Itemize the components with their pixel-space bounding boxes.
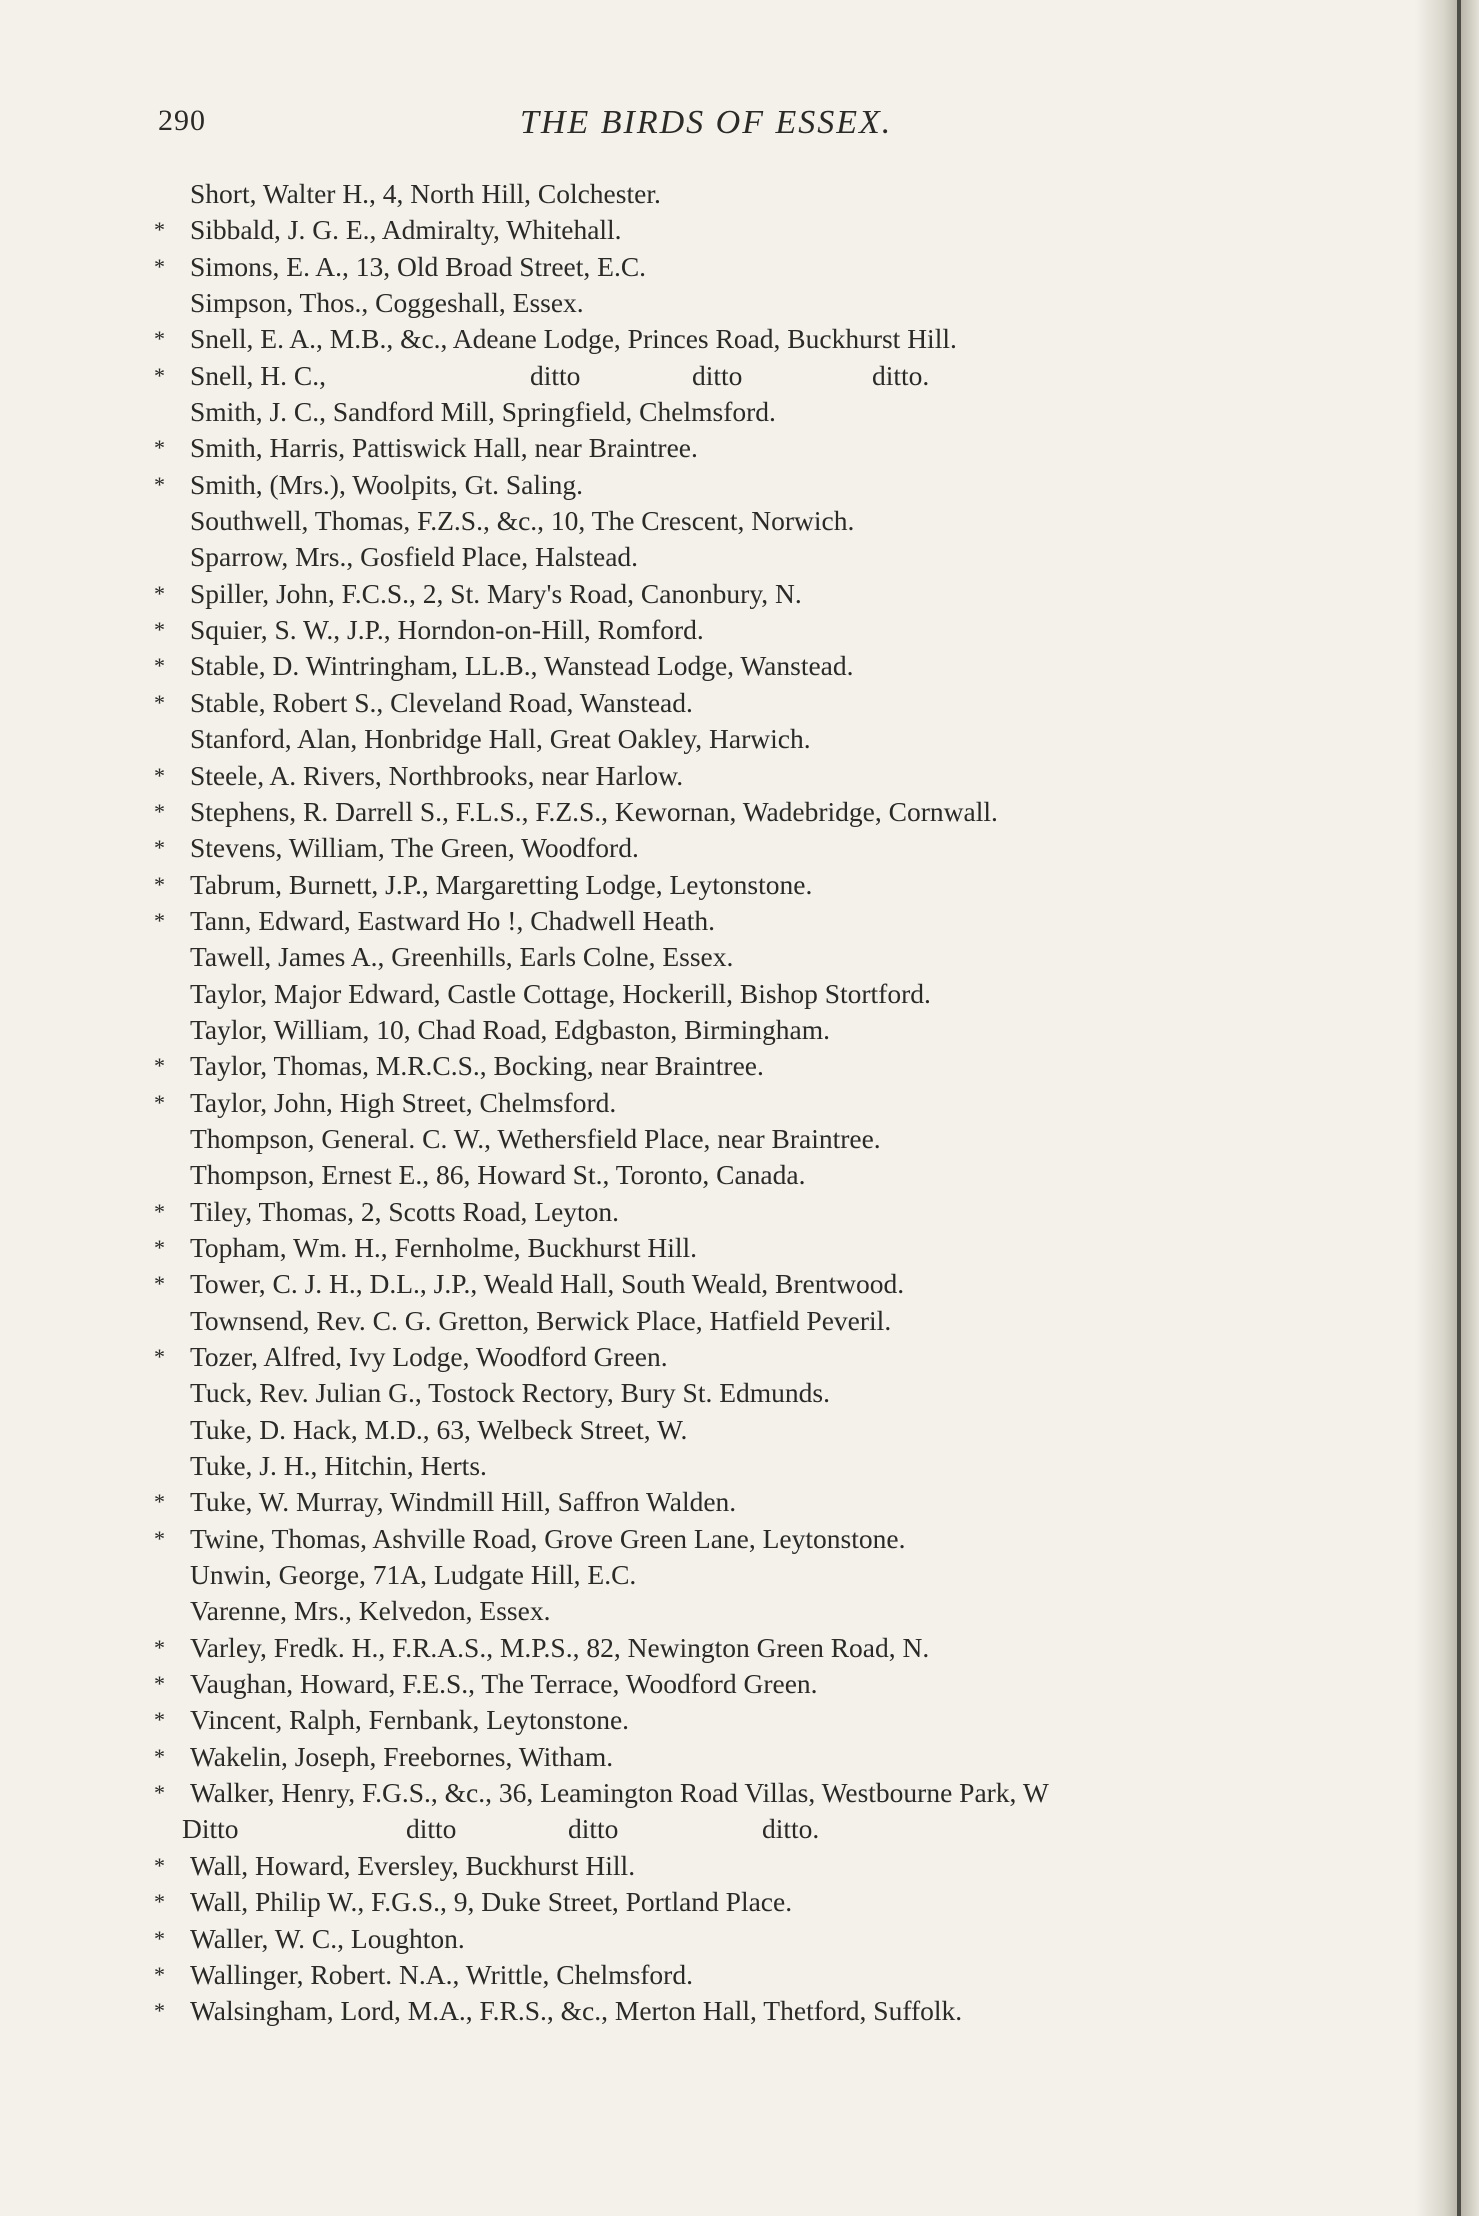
list-item xyxy=(150,249,1340,285)
subscriber-entry: Stephens, R. Darrell S., F.L.S., F.Z.S., Kewornan, Wadebridge, Cornwall. xyxy=(190,795,998,827)
ditto-mark: Ditto xyxy=(182,1813,239,1845)
list-item xyxy=(150,212,1340,248)
list-item xyxy=(150,1230,1340,1266)
subscriber-entry: Snell, E. A., M.B., &c., Adeane Lodge, Princes Road, Buckhurst Hill. xyxy=(190,323,957,355)
ditto-mark: ditto xyxy=(530,359,581,391)
subscriber-entry: Smith, J. C., Sandford Mill, Springfield, Chelmsford. xyxy=(190,396,776,428)
subscriber-entry: Stable, D. Wintringham, LL.B., Wanstead Lodge, Wanstead. xyxy=(190,650,854,682)
subscriber-entry: Thompson, Ernest E., 86, Howard St., Toronto, Canada. xyxy=(190,1159,806,1191)
ditto-mark: ditto. xyxy=(762,1813,820,1845)
list-item xyxy=(150,1957,1340,1993)
list-item xyxy=(150,394,1340,430)
page-header xyxy=(158,104,1308,154)
subscriber-entry: Smith, (Mrs.), Woolpits, Gt. Saling. xyxy=(190,468,584,500)
list-item xyxy=(150,1048,1340,1084)
ditto-mark: ditto xyxy=(568,1813,619,1845)
subscriber-entry: Stable, Robert S., Cleveland Road, Wanstead. xyxy=(190,686,693,718)
page-gutter-shadow xyxy=(1415,0,1479,2216)
list-item xyxy=(150,1194,1340,1230)
list-item xyxy=(150,1085,1340,1121)
subscriber-marker: * xyxy=(154,253,165,279)
subscriber-marker: * xyxy=(154,471,165,497)
subscriber-marker: * xyxy=(154,1961,165,1987)
subscriber-entry: Sparrow, Mrs., Gosfield Place, Halstead. xyxy=(190,541,639,573)
list-item xyxy=(150,321,1340,357)
subscriber-marker: * xyxy=(154,689,165,715)
list-item xyxy=(150,1775,1340,1811)
list-item xyxy=(150,503,1340,539)
subscriber-entry: Varley, Fredk. H., F.R.A.S., M.P.S., 82, Newington Green Road, N. xyxy=(190,1631,930,1663)
subscriber-marker: * xyxy=(154,871,165,897)
subscriber-entry: Taylor, John, High Street, Chelmsford. xyxy=(190,1086,617,1118)
list-item xyxy=(150,1303,1340,1339)
subscriber-entry: Simpson, Thos., Coggeshall, Essex. xyxy=(190,287,584,319)
subscriber-entry: Tabrum, Burnett, J.P., Margaretting Lodge, Leytonstone. xyxy=(190,868,813,900)
list-item xyxy=(150,867,1340,903)
subscriber-entry: Townsend, Rev. C. G. Gretton, Berwick Place, Hatfield Peveril. xyxy=(190,1304,892,1336)
subscriber-entry: Spiller, John, F.C.S., 2, St. Mary's Road, Canonbury, N. xyxy=(190,577,802,609)
subscriber-marker: * xyxy=(154,617,165,643)
subscriber-marker: * xyxy=(154,1671,165,1697)
subscriber-marker: * xyxy=(154,1889,165,1915)
list-item xyxy=(150,758,1340,794)
subscriber-entry: Simons, E. A., 13, Old Broad Street, E.C. xyxy=(190,250,647,282)
running-title: THE BIRDS OF ESSEX. xyxy=(520,104,893,141)
list-item xyxy=(150,1630,1340,1666)
subscriber-marker: * xyxy=(154,1925,165,1951)
subscriber-entry: Wakelin, Joseph, Freebornes, Witham. xyxy=(190,1740,614,1772)
subscriber-entry: Thompson, General. C. W., Wethersfield Place, near Braintree. xyxy=(190,1122,881,1154)
subscriber-marker: * xyxy=(154,762,165,788)
list-item xyxy=(150,648,1340,684)
subscriber-entry: Walsingham, Lord, M.A., F.R.S., &c., Merton Hall, Thetford, Suffolk. xyxy=(190,1995,963,2027)
list-item xyxy=(150,176,1340,212)
subscriber-entry: Tuke, W. Murray, Windmill Hill, Saffron Walden. xyxy=(190,1486,737,1518)
subscriber-marker: * xyxy=(154,798,165,824)
subscriber-entry: Stanford, Alan, Honbridge Hall, Great Oakley, Harwich. xyxy=(190,723,811,755)
list-item xyxy=(150,1412,1340,1448)
ditto-mark: ditto. xyxy=(872,359,930,391)
subscriber-entry: Taylor, Major Edward, Castle Cottage, Hockerill, Bishop Stortford. xyxy=(190,977,931,1009)
list-item xyxy=(150,1739,1340,1775)
list-item xyxy=(150,430,1340,466)
subscriber-marker: * xyxy=(154,580,165,606)
subscriber-marker: * xyxy=(154,1344,165,1369)
list-item xyxy=(150,1666,1340,1702)
list-item xyxy=(150,685,1340,721)
list-item xyxy=(150,1484,1340,1520)
list-item xyxy=(150,576,1340,612)
subscriber-entry: Smith, Harris, Pattiswick Hall, near Braintree. xyxy=(190,432,698,464)
list-item xyxy=(150,939,1340,975)
list-item xyxy=(150,285,1340,321)
subscriber-entry: Vincent, Ralph, Fernbank, Leytonstone. xyxy=(190,1704,630,1736)
list-item xyxy=(150,358,1340,394)
list-item xyxy=(150,1339,1340,1375)
list-item xyxy=(150,830,1340,866)
subscriber-entry: Wall, Philip W., F.G.S., 9, Duke Street, Portland Place. xyxy=(190,1886,793,1918)
subscriber-marker: * xyxy=(154,907,165,933)
list-item xyxy=(150,1593,1340,1629)
list-item xyxy=(150,1121,1340,1157)
list-item xyxy=(150,1157,1340,1193)
subscriber-marker: * xyxy=(154,1089,165,1115)
subscriber-marker: * xyxy=(154,653,165,679)
subscriber-entry: Snell, H. C., xyxy=(190,359,326,391)
subscriber-entry: Tiley, Thomas, 2, Scotts Road, Leyton. xyxy=(190,1195,620,1227)
subscriber-entry: Walker, Henry, F.G.S., &c., 36, Leamington Road Villas, Westbourne Park, W xyxy=(190,1777,1049,1809)
list-item xyxy=(150,721,1340,757)
subscriber-marker: * xyxy=(154,1198,165,1224)
subscriber-list xyxy=(150,176,1340,2030)
subscriber-marker: * xyxy=(154,435,165,461)
subscriber-marker: * xyxy=(154,1743,165,1769)
subscriber-entry: Tann, Edward, Eastward Ho !, Chadwell Heath. xyxy=(190,904,715,936)
subscriber-marker: * xyxy=(154,1852,165,1878)
subscriber-entry: Tower, C. J. H., D.L., J.P., Weald Hall, South Weald, Brentwood. xyxy=(190,1268,905,1300)
list-item xyxy=(150,1884,1340,1920)
subscriber-entry: Tuck, Rev. Julian G., Tostock Rectory, Bury St. Edmunds. xyxy=(190,1377,830,1409)
subscriber-marker: * xyxy=(154,1634,165,1660)
list-item xyxy=(150,1521,1340,1557)
list-item xyxy=(150,612,1340,648)
subscriber-entry: Tuke, D. Hack, M.D., 63, Welbeck Street, W. xyxy=(190,1413,688,1445)
list-item xyxy=(150,1702,1340,1738)
subscriber-marker: * xyxy=(154,835,165,861)
subscriber-entry: Waller, W. C., Loughton. xyxy=(190,1922,465,1954)
list-item xyxy=(150,1012,1340,1048)
subscriber-entry: Twine, Thomas, Ashville Road, Grove Green Lane, Leytonstone. xyxy=(190,1522,906,1554)
subscriber-entry: Tozer, Alfred, Ivy Lodge, Woodford Green. xyxy=(190,1341,668,1372)
subscriber-marker: * xyxy=(154,1271,165,1297)
page-number: 290 xyxy=(158,104,206,137)
ditto-mark: ditto xyxy=(692,359,743,391)
list-item xyxy=(150,1448,1340,1484)
subscriber-entry: Steele, A. Rivers, Northbrooks, near Harlow. xyxy=(190,759,684,791)
list-item xyxy=(150,467,1340,503)
page-gutter-line xyxy=(1457,0,1461,2216)
subscriber-entry: Southwell, Thomas, F.Z.S., &c., 10, The Crescent, Norwich. xyxy=(190,505,855,537)
list-item xyxy=(150,1266,1340,1302)
subscriber-entry: Taylor, William, 10, Chad Road, Edgbaston, Birmingham. xyxy=(190,1013,831,1045)
subscriber-marker: * xyxy=(154,1234,165,1260)
subscriber-marker: * xyxy=(154,1780,165,1806)
subscriber-entry: Sibbald, J. G. E., Admiralty, Whitehall. xyxy=(190,214,622,246)
subscriber-entry: Taylor, Thomas, M.R.C.S., Bocking, near Braintree. xyxy=(190,1050,764,1082)
subscriber-marker: * xyxy=(154,1489,165,1515)
subscriber-entry: Unwin, George, 71A, Ludgate Hill, E.C. xyxy=(190,1559,637,1591)
list-item xyxy=(150,1921,1340,1957)
list-item xyxy=(150,1557,1340,1593)
subscriber-entry: Wallinger, Robert. N.A., Writtle, Chelmsford. xyxy=(190,1958,693,1990)
subscriber-marker: * xyxy=(154,1053,165,1079)
list-item xyxy=(150,1375,1340,1411)
subscriber-entry: Short, Walter H., 4, North Hill, Colchester. xyxy=(190,178,661,209)
list-item xyxy=(150,794,1340,830)
subscriber-entry: Wall, Howard, Eversley, Buckhurst Hill. xyxy=(190,1849,636,1881)
subscriber-marker: * xyxy=(154,326,165,352)
list-item xyxy=(150,1993,1340,2029)
subscriber-marker: * xyxy=(154,1707,165,1733)
subscriber-entry: Tuke, J. H., Hitchin, Herts. xyxy=(190,1450,487,1482)
subscriber-entry: Vaughan, Howard, F.E.S., The Terrace, Woodford Green. xyxy=(190,1668,818,1700)
subscriber-entry: Squier, S. W., J.P., Horndon-on-Hill, Romford. xyxy=(190,614,704,646)
subscriber-entry: Varenne, Mrs., Kelvedon, Essex. xyxy=(190,1595,551,1627)
subscriber-marker: * xyxy=(154,1525,165,1551)
list-item xyxy=(150,1811,1340,1847)
ditto-mark: ditto xyxy=(406,1813,457,1845)
list-item xyxy=(150,976,1340,1012)
subscriber-entry: Stevens, William, The Green, Woodford. xyxy=(190,832,639,864)
subscriber-entry: Tawell, James A., Greenhills, Earls Colne, Essex. xyxy=(190,941,734,973)
subscriber-marker: * xyxy=(154,217,165,243)
subscriber-marker: * xyxy=(154,1998,165,2024)
subscriber-entry: Topham, Wm. H., Fernholme, Buckhurst Hill. xyxy=(190,1231,698,1263)
subscriber-marker: * xyxy=(154,362,165,388)
list-item xyxy=(150,539,1340,575)
list-item xyxy=(150,1848,1340,1884)
list-item xyxy=(150,903,1340,939)
